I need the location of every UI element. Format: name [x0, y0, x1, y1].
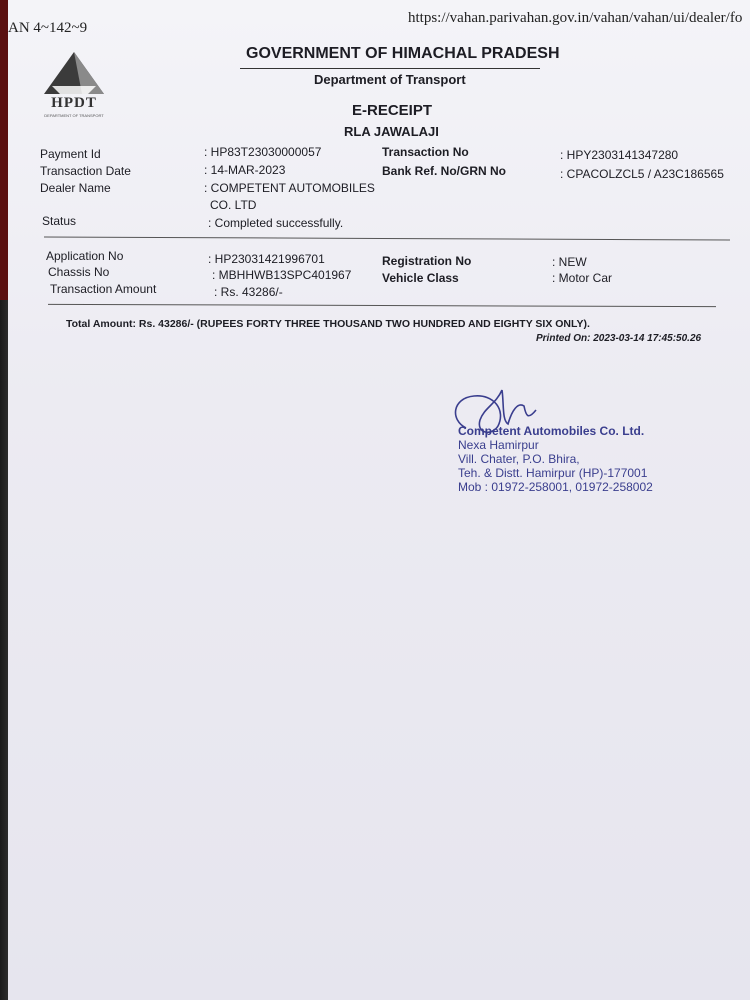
printed-on: Printed On: 2023-03-14 17:45:50.26	[536, 333, 702, 344]
bank-ref-value: : CPACOLZCL5 / A23C186565	[560, 167, 724, 181]
logo-text: HPDT	[51, 95, 97, 111]
section-divider	[44, 237, 730, 241]
page-ref: AN 4~142~9	[8, 20, 88, 36]
stamp-line-4: Mob : 01972-258001, 01972-258002	[458, 480, 653, 494]
chassis-no-value: : MBHHWB13SPC401967	[212, 268, 352, 282]
payment-id-value: : HP83T23030000057	[204, 145, 322, 159]
application-no-label: Application No	[46, 249, 124, 263]
payment-id-label: Payment Id	[40, 147, 101, 161]
transaction-no-label: Transaction No	[382, 145, 469, 159]
receipt-paper	[8, 0, 750, 1000]
section-divider-2	[48, 304, 716, 307]
bank-ref-label: Bank Ref. No/GRN No	[382, 164, 507, 178]
transaction-amount-label: Transaction Amount	[50, 282, 157, 296]
stamp-company-name: Competent Automobiles Co. Ltd.	[458, 424, 645, 438]
dealer-name-label: Dealer Name	[40, 181, 111, 195]
office-name: RLA JAWALAJI	[344, 124, 439, 139]
status-label: Status	[42, 214, 77, 228]
dealer-name-value: : COMPETENT AUTOMOBILES	[204, 181, 375, 195]
vehicle-class-value: : Motor Car	[552, 271, 613, 285]
government-title: GOVERNMENT OF HIMACHAL PRADESH	[246, 45, 560, 62]
hpdt-logo	[42, 50, 106, 124]
status-value: : Completed successfully.	[208, 216, 344, 230]
dealer-name-value-2: CO. LTD	[210, 198, 257, 212]
logo-subtext: DEPARTMENT OF TRANSPORT	[44, 113, 104, 118]
stamp-line-1: Nexa Hamirpur	[458, 438, 539, 452]
transaction-no-value: : HPY2303141347280	[560, 148, 679, 162]
printed-url: https://vahan.parivahan.gov.in/vahan/vahan/ui/dealer/fo	[408, 10, 743, 26]
document-title: E-RECEIPT	[352, 102, 433, 119]
stamp-line-3: Teh. & Distt. Hamirpur (HP)-177001	[458, 466, 648, 480]
transaction-amount-value: : Rs. 43286/-	[214, 285, 283, 299]
stamp-line-2: Vill. Chater, P.O. Bhira,	[458, 452, 580, 466]
registration-no-value: : NEW	[552, 255, 587, 269]
application-no-value: : HP23031421996701	[208, 252, 325, 266]
registration-no-label: Registration No	[382, 254, 472, 268]
triangle-logo-icon	[42, 50, 106, 96]
department-title: Department of Transport	[314, 72, 466, 87]
transaction-date-label: Transaction Date	[40, 164, 131, 178]
vehicle-class-label: Vehicle Class	[382, 271, 459, 285]
chassis-no-label: Chassis No	[48, 265, 110, 279]
dealer-stamp	[458, 424, 653, 494]
transaction-date-value: : 14-MAR-2023	[204, 163, 286, 177]
print-header	[8, 8, 750, 36]
total-amount-line: Total Amount: Rs. 43286/- (RUPEES FORTY THREE THOUSAND TWO HUNDRED AND EIGHTY SIX ONLY).	[66, 318, 590, 330]
title-underline	[240, 68, 540, 69]
